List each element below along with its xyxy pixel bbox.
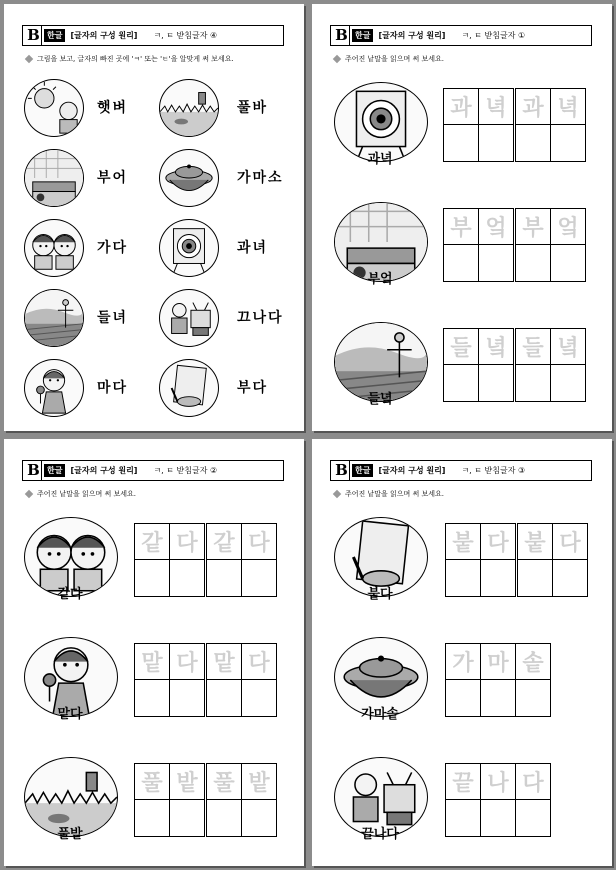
write-box[interactable] xyxy=(444,125,478,161)
tracing-grid xyxy=(135,643,277,717)
tracing-cell[interactable] xyxy=(169,643,205,717)
tracing-grid xyxy=(135,523,277,597)
write-box[interactable] xyxy=(551,245,585,281)
tracing-cell[interactable] xyxy=(443,208,479,282)
subject-tag: 한글 xyxy=(44,29,65,42)
section-title: [글자의 구성 원리] xyxy=(70,31,138,40)
tracing-grid xyxy=(446,763,551,837)
section-title: [글자의 구성 원리] xyxy=(70,466,138,475)
section-title: [글자의 구성 원리] xyxy=(378,31,446,40)
tracing-group xyxy=(444,88,514,162)
instruction-text: 그림을 보고, 글자의 빠진 곳에 'ㅋ' 또는 'ㅌ'을 알맞게 써 보세요. xyxy=(37,55,234,63)
trace-char: 같 xyxy=(207,524,241,560)
write-box[interactable] xyxy=(242,800,276,836)
tracing-cell[interactable] xyxy=(478,328,514,402)
word-caption: 부엌 xyxy=(367,272,393,287)
trace-char: 녘 xyxy=(551,329,585,365)
write-box[interactable] xyxy=(551,365,585,401)
tracing-cell[interactable] xyxy=(169,763,205,837)
write-box[interactable] xyxy=(516,245,550,281)
trace-char: 같 xyxy=(135,524,169,560)
write-box[interactable] xyxy=(481,560,515,596)
word-caption: 과녁 xyxy=(367,152,393,167)
tracing-group xyxy=(516,88,586,162)
write-box[interactable] xyxy=(170,560,204,596)
write-box[interactable] xyxy=(481,680,515,716)
worksheet-page-4 xyxy=(4,4,304,431)
instruction-text: 주어진 낱말을 읽으며 써 보세요. xyxy=(345,55,445,63)
write-box[interactable] xyxy=(135,680,169,716)
write-box[interactable] xyxy=(207,800,241,836)
write-box[interactable] xyxy=(516,125,550,161)
write-box[interactable] xyxy=(516,365,550,401)
tracing-cell[interactable] xyxy=(134,763,170,837)
tv-boy-icon xyxy=(159,289,219,347)
trace-char: 나 xyxy=(481,764,515,800)
trace-char: 끝 xyxy=(446,764,480,800)
bullet-diamond-icon xyxy=(25,55,33,63)
trace-char: 풀 xyxy=(207,764,241,800)
trace-char: 엌 xyxy=(479,209,513,245)
tracing-cell[interactable] xyxy=(480,643,516,717)
tracing-cell[interactable] xyxy=(443,88,479,162)
level-letter: B xyxy=(334,26,350,45)
tracing-group xyxy=(516,208,586,282)
pot-icon xyxy=(159,149,219,207)
trace-char: 들 xyxy=(516,329,550,365)
write-box[interactable] xyxy=(444,365,478,401)
subject-tag: 한글 xyxy=(352,464,373,477)
tracing-group xyxy=(444,208,514,282)
write-box[interactable] xyxy=(242,680,276,716)
trace-char: 다 xyxy=(242,524,276,560)
write-box[interactable] xyxy=(553,560,587,596)
level-letter: B xyxy=(26,461,42,480)
write-box[interactable] xyxy=(446,680,480,716)
tracing-grid xyxy=(444,208,586,282)
tracing-cell[interactable] xyxy=(206,643,242,717)
tracing-cell[interactable] xyxy=(478,208,514,282)
fill-in-word: 부어 xyxy=(97,170,129,186)
tracing-cell[interactable] xyxy=(515,88,551,162)
page-subtitle: ㅋ, ㅌ 받침글자 ① xyxy=(461,31,526,40)
trace-char: 다 xyxy=(242,644,276,680)
tracing-group xyxy=(135,643,205,717)
fill-in-word: 마다 xyxy=(97,380,129,396)
tracing-cell[interactable] xyxy=(206,763,242,837)
tracing-cell[interactable] xyxy=(241,643,277,717)
worksheet-page-3 xyxy=(312,439,612,866)
paper-icon xyxy=(159,359,219,417)
trace-char: 들 xyxy=(444,329,478,365)
trace-char: 가 xyxy=(446,644,480,680)
level-letter: B xyxy=(334,461,350,480)
word-caption: 풀밭 xyxy=(57,827,83,842)
write-box[interactable] xyxy=(479,365,513,401)
tracing-cell[interactable] xyxy=(134,643,170,717)
write-box[interactable] xyxy=(170,800,204,836)
fill-in-word: 끄나다 xyxy=(237,310,284,326)
level-letter: B xyxy=(26,26,42,45)
tracing-cell[interactable] xyxy=(206,523,242,597)
twins-icon xyxy=(24,219,84,277)
trace-char: 다 xyxy=(516,764,550,800)
trace-char: 다 xyxy=(170,644,204,680)
tracing-cell[interactable] xyxy=(517,523,553,597)
page-subtitle: ㅋ, ㅌ 받침글자 ③ xyxy=(461,466,526,475)
tracing-cell[interactable] xyxy=(552,523,588,597)
trace-char: 부 xyxy=(444,209,478,245)
write-box[interactable] xyxy=(516,800,550,836)
worksheet-page-2 xyxy=(4,439,304,866)
instruction xyxy=(26,489,136,499)
bullet-diamond-icon xyxy=(333,55,341,63)
instruction xyxy=(26,54,234,64)
tracing-group xyxy=(207,523,277,597)
worksheet-header xyxy=(330,25,592,46)
trace-char: 맡 xyxy=(135,644,169,680)
tracing-cell[interactable] xyxy=(515,643,551,717)
write-box[interactable] xyxy=(446,560,480,596)
write-box[interactable] xyxy=(135,800,169,836)
girl-flower-icon xyxy=(24,359,84,417)
trace-char: 녁 xyxy=(479,89,513,125)
tracing-cell[interactable] xyxy=(478,88,514,162)
fill-in-word: 풀바 xyxy=(237,100,269,116)
write-box[interactable] xyxy=(135,560,169,596)
kitchen-icon xyxy=(24,149,84,207)
word-caption: 끝나다 xyxy=(361,827,399,842)
write-box[interactable] xyxy=(170,680,204,716)
trace-char: 밭 xyxy=(170,764,204,800)
tracing-grid xyxy=(444,328,586,402)
tracing-group xyxy=(207,763,277,837)
tracing-grid xyxy=(444,88,586,162)
worksheet-header xyxy=(22,460,284,481)
fill-in-word: 부다 xyxy=(237,380,269,396)
write-box[interactable] xyxy=(446,800,480,836)
tracing-cell[interactable] xyxy=(480,523,516,597)
tracing-cell[interactable] xyxy=(515,763,551,837)
trace-char: 붙 xyxy=(518,524,552,560)
fill-in-word: 가마소 xyxy=(237,170,284,186)
bullet-diamond-icon xyxy=(25,490,33,498)
tracing-cell[interactable] xyxy=(169,523,205,597)
subject-tag: 한글 xyxy=(44,464,65,477)
page-subtitle: ㅋ, ㅌ 받침글자 ④ xyxy=(153,31,218,40)
sun-boy-icon xyxy=(24,79,84,137)
fill-in-word: 과녀 xyxy=(237,240,269,256)
word-caption: 같다 xyxy=(57,587,83,602)
tracing-group xyxy=(444,328,514,402)
tracing-group xyxy=(446,643,551,717)
trace-char: 다 xyxy=(170,524,204,560)
worksheet-header xyxy=(22,25,284,46)
trace-char: 과 xyxy=(444,89,478,125)
instruction-text: 주어진 낱말을 읽으며 써 보세요. xyxy=(37,490,137,498)
tracing-cell[interactable] xyxy=(480,763,516,837)
write-box[interactable] xyxy=(518,560,552,596)
tracing-group xyxy=(135,523,205,597)
write-box[interactable] xyxy=(481,800,515,836)
instruction xyxy=(334,54,444,64)
trace-char: 부 xyxy=(516,209,550,245)
tracing-cell[interactable] xyxy=(515,328,551,402)
trace-char: 붙 xyxy=(446,524,480,560)
tracing-grid xyxy=(135,763,277,837)
page-subtitle: ㅋ, ㅌ 받침글자 ② xyxy=(153,466,218,475)
word-caption: 맡다 xyxy=(57,707,83,722)
word-caption: 붙다 xyxy=(367,587,393,602)
write-box[interactable] xyxy=(479,245,513,281)
tracing-group xyxy=(518,523,588,597)
tracing-cell[interactable] xyxy=(445,763,481,837)
tracing-group xyxy=(446,763,551,837)
bullet-diamond-icon xyxy=(333,490,341,498)
trace-char: 과 xyxy=(516,89,550,125)
trace-char: 맡 xyxy=(207,644,241,680)
tracing-cell[interactable] xyxy=(241,523,277,597)
write-box[interactable] xyxy=(551,125,585,161)
tracing-cell[interactable] xyxy=(550,208,586,282)
tracing-cell[interactable] xyxy=(550,88,586,162)
trace-char: 녁 xyxy=(551,89,585,125)
tracing-cell[interactable] xyxy=(515,208,551,282)
tracing-cell[interactable] xyxy=(443,328,479,402)
write-box[interactable] xyxy=(444,245,478,281)
fill-in-word: 가다 xyxy=(97,240,129,256)
fill-in-word: 햇벼 xyxy=(97,100,129,116)
tracing-cell[interactable] xyxy=(445,643,481,717)
worksheet-page-1 xyxy=(312,4,612,431)
write-box[interactable] xyxy=(516,680,550,716)
tracing-group xyxy=(516,328,586,402)
trace-char: 다 xyxy=(481,524,515,560)
tracing-grid xyxy=(446,643,551,717)
grass-field-icon xyxy=(159,79,219,137)
tracing-cell[interactable] xyxy=(241,763,277,837)
tracing-group xyxy=(207,643,277,717)
word-caption: 가마솥 xyxy=(361,707,399,722)
worksheet-header xyxy=(330,460,592,481)
instruction-text: 주어진 낱말을 읽으며 써 보세요. xyxy=(345,490,445,498)
target-icon xyxy=(159,219,219,277)
tracing-grid xyxy=(446,523,588,597)
tracing-cell[interactable] xyxy=(134,523,170,597)
fill-in-word: 들녀 xyxy=(97,310,129,326)
write-box[interactable] xyxy=(479,125,513,161)
tracing-cell[interactable] xyxy=(550,328,586,402)
instruction xyxy=(334,489,444,499)
trace-char: 밭 xyxy=(242,764,276,800)
tracing-group xyxy=(135,763,205,837)
write-box[interactable] xyxy=(242,560,276,596)
write-box[interactable] xyxy=(207,560,241,596)
subject-tag: 한글 xyxy=(352,29,373,42)
trace-char: 엌 xyxy=(551,209,585,245)
tracing-group xyxy=(446,523,516,597)
tracing-cell[interactable] xyxy=(445,523,481,597)
section-title: [글자의 구성 원리] xyxy=(378,466,446,475)
trace-char: 다 xyxy=(553,524,587,560)
write-box[interactable] xyxy=(207,680,241,716)
scarecrow-icon xyxy=(24,289,84,347)
word-caption: 들녘 xyxy=(367,392,393,407)
trace-char: 녘 xyxy=(479,329,513,365)
trace-char: 솥 xyxy=(516,644,550,680)
trace-char: 마 xyxy=(481,644,515,680)
trace-char: 풀 xyxy=(135,764,169,800)
